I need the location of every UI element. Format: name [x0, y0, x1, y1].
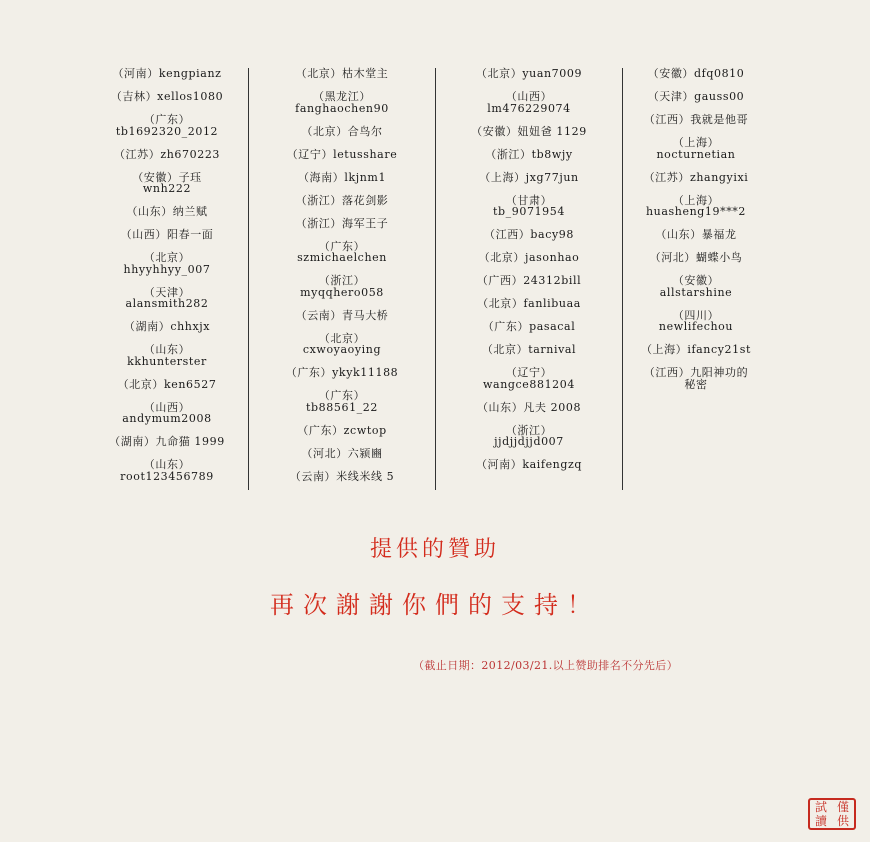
sponsor-entry: [111, 91, 223, 103]
sponsor-entry-line: （北京）fanlibuaa: [477, 297, 581, 310]
sponsor-entry-line: （辽宁）letusshare: [286, 147, 398, 161]
sponsor-entry-line: （黑龙江）: [312, 90, 371, 103]
sponsor-entry-line: （江西）bacy98: [484, 228, 574, 241]
sponsor-entry-line: （浙江）落花剑影: [295, 193, 389, 207]
sponsor-entry: [296, 195, 389, 207]
sponsor-entry: [641, 344, 751, 356]
sponsor-entry-line: （湖南）九命猫 1999: [109, 435, 225, 448]
sponsor-entry: [479, 252, 580, 264]
sponsor-entry: [656, 137, 735, 160]
sponsor-entry-line: （江西）我就是他哥: [643, 113, 749, 126]
sponsor-column-2: [248, 68, 435, 490]
sponsor-entry: [650, 252, 743, 264]
sponsor-entry-line: （广东）pasacal: [482, 320, 576, 333]
sponsor-entry: [646, 195, 746, 218]
sponsor-entry: [477, 275, 581, 287]
sponsor-entry: [493, 195, 565, 218]
sponsor-entry: [301, 126, 382, 138]
sponsor-entry: [644, 172, 749, 184]
sponsor-entry-line: （山东）暴福龙: [655, 228, 737, 241]
sponsor-entry-line: szmichaelchen: [297, 251, 387, 264]
sponsor-entry: [303, 333, 381, 356]
seal-char: 僅: [836, 800, 849, 814]
sponsor-entry-line: root123456789: [120, 469, 214, 483]
sponsor-entry: [287, 149, 398, 161]
sponsor-entry-line: （吉林）xellos1080: [110, 90, 224, 103]
sponsor-entry: [487, 91, 571, 114]
reading-only-seal: [808, 798, 856, 830]
sponsor-entry-line: kkhunterster: [127, 354, 207, 368]
sponsor-entry-line: jjdjjdjjd007: [494, 435, 564, 448]
sponsor-entry-line: tb88561_22: [306, 400, 378, 414]
sponsor-entry-line: （安徽）子珏: [132, 170, 202, 184]
sponsor-entry: [483, 367, 575, 390]
sponsor-entry-line: （广东）: [318, 239, 366, 253]
sponsor-entry: [484, 229, 574, 241]
sponsor-entry: [125, 287, 208, 310]
sponsor-entry: [116, 114, 218, 137]
sponsor-entry-line: （山西）: [143, 400, 191, 414]
sponsor-entry-line: （上海）ifancy21st: [640, 343, 752, 356]
sponsor-entry-line: （北京）jasonhao: [478, 251, 580, 264]
sponsor-entry-line: （浙江）: [505, 423, 553, 437]
sponsor-entry: [660, 275, 733, 298]
sponsor-entry: [296, 310, 389, 322]
sponsor-entry: [306, 390, 378, 413]
sponsor-entry-line: alansmith282: [125, 297, 209, 310]
sponsor-entry-line: （安徽）: [672, 274, 720, 287]
sponsor-entry: [648, 91, 745, 103]
sponsor-entry: [477, 298, 581, 310]
sponsor-entry: [297, 425, 386, 437]
sponsor-entry-line: tb1692320_2012: [115, 124, 219, 138]
sponsor-entry-line: （江苏）zh670223: [113, 147, 221, 161]
sponsor-entry: [644, 114, 748, 126]
sponsor-entry-line: （广东）ykyk11188: [285, 366, 399, 379]
sponsor-entry-line: （北京）yuan7009: [475, 67, 583, 80]
sponsor-entry: [485, 149, 573, 161]
sponsor-column-4: [622, 68, 769, 490]
sponsor-entry: [297, 241, 387, 264]
sponsor-entry: [479, 172, 578, 184]
sponsor-entry-line: （河北）六颍豳: [301, 446, 383, 460]
sponsor-entry-line: （湖南）chhxjx: [123, 320, 211, 333]
sponsor-entry-line: tb_9071954: [493, 205, 565, 218]
sponsor-entry: [476, 459, 582, 471]
sponsor-entry-line: （江西）九阳神功的: [643, 366, 749, 379]
sponsor-entry-line: （云南）米线米线 5: [289, 469, 395, 483]
sponsor-entry-line: wnh222: [142, 182, 192, 195]
sponsor-entry: [471, 126, 587, 138]
sponsor-entry-line: （北京）: [143, 251, 191, 264]
sponsor-column-3: [435, 68, 622, 490]
sponsor-entry: [301, 448, 382, 460]
sponsor-entry: [655, 229, 736, 241]
sponsor-entry-line: cxwoyaoying: [302, 343, 382, 356]
sponsor-column-1: [86, 68, 248, 494]
sponsor-entry: [124, 252, 211, 275]
sponsor-entry: [659, 310, 733, 333]
sponsor-entry-line: （广东）: [143, 113, 191, 126]
sponsor-entry-line: nocturnetian: [656, 147, 736, 161]
sponsor-entry: [120, 459, 214, 482]
sponsor-entry: [298, 172, 386, 184]
sponsor-entry-line: （上海）jxg77jun: [479, 170, 579, 184]
sponsor-entry: [648, 68, 745, 80]
sponsor-entry: [126, 206, 207, 218]
sponsor-entry-line: （江苏）zhangyixi: [643, 170, 749, 184]
sponsor-entry-line: （云南）青马大桥: [295, 308, 389, 322]
sponsor-entry: [114, 149, 220, 161]
sponsor-entry-line: （浙江）海军王子: [295, 216, 389, 230]
sponsor-entry-line: hhyyhhyy_007: [123, 262, 211, 276]
sponsor-entry-line: andymum2008: [122, 412, 212, 425]
sponsor-entry-line: （山东）纳兰赋: [126, 205, 208, 218]
sponsor-entry-line: （山西）阳春一面: [120, 228, 214, 241]
sponsor-entry-line: huasheng19***2: [646, 205, 746, 218]
sponsor-entry: [296, 68, 389, 80]
sponsor-entry-line: （四川）: [672, 308, 720, 322]
sponsor-entry-line: （辽宁）: [505, 366, 553, 379]
sponsor-entry-line: fanghaochen90: [295, 101, 389, 115]
sponsor-entry: [477, 402, 581, 414]
sponsor-entry-line: （山东）凡夫 2008: [476, 400, 582, 414]
sponsor-entry: [122, 402, 211, 425]
sponsor-entry: [290, 471, 395, 483]
deadline-note: （截止日期：2012/03/21.以上赞助排名不分先后）: [413, 659, 679, 672]
sponsor-entry-line: lm476229074: [487, 101, 571, 115]
sponsor-entry-line: （北京）tarnival: [481, 343, 577, 356]
sponsor-entry-line: （河南）kaifengzq: [475, 458, 583, 471]
sponsor-entry: [127, 344, 207, 367]
sponsor-entry-line: （山西）: [505, 90, 553, 103]
sponsor-entry: [124, 321, 210, 333]
sponsor-entry-line: myqqhero058: [300, 285, 384, 299]
sponsor-entry-line: （浙江）tb8wjy: [485, 147, 573, 161]
sponsor-entry-line: （甘肃）: [505, 193, 553, 207]
sponsor-entry-line: （天津）: [143, 285, 191, 299]
sponsor-entry-line: （北京）ken6527: [117, 377, 217, 391]
seal-char: 供: [836, 814, 849, 828]
sponsor-entry-line: （山东）: [143, 343, 191, 356]
sponsor-entry: [644, 367, 748, 390]
sponsor-entry: [296, 218, 389, 230]
sponsor-entry-line: （北京）: [318, 331, 366, 345]
sponsor-entry-line: （北京）枯木堂主: [295, 67, 389, 80]
thanks-heading: 再次謝謝你們的支持！: [270, 591, 600, 619]
sponsor-entry-line: （上海）: [672, 136, 720, 149]
sponsor-entry: [483, 321, 576, 333]
sponsor-entry: [295, 91, 389, 114]
seal-char: 讀: [814, 814, 827, 828]
sponsor-entry-line: （安徽）妞妞爸 1129: [471, 124, 587, 138]
sponsor-heading: 提供的贊助: [369, 537, 500, 562]
sponsor-entry-line: 秘密: [684, 377, 708, 391]
sponsor-entry: [118, 379, 217, 391]
sponsor-entry-line: （上海）: [672, 193, 720, 207]
sponsor-entry: [132, 172, 202, 195]
sponsor-entry-line: allstarshine: [659, 285, 733, 299]
sponsor-entry-line: （安徽）dfq0810: [647, 67, 745, 80]
sponsor-entry: [109, 436, 225, 448]
sponsor-entry: [482, 344, 576, 356]
sponsor-entry-line: （海南）lkjnm1: [297, 170, 387, 184]
sponsor-entry-line: （山东）: [143, 458, 191, 471]
sponsor-entry-line: newlifechou: [658, 320, 734, 333]
sponsor-entry-line: （北京）合鸟尔: [301, 124, 383, 138]
sponsor-entry: [121, 229, 214, 241]
sponsor-entry: [494, 425, 564, 448]
sponsor-entry-line: （天津）gauss00: [647, 90, 745, 103]
sponsor-entry-line: （河北）蝴蝶小鸟: [649, 251, 743, 264]
sponsor-entry-line: （河南）kengpianz: [112, 67, 222, 80]
sponsor-entry-line: wangce881204: [483, 377, 575, 391]
sponsor-entry: [112, 68, 221, 80]
sponsor-entry: [286, 367, 399, 379]
sponsor-entry: [300, 275, 384, 298]
sponsor-list: [86, 68, 769, 494]
sponsor-entry-line: （广东）zcwtop: [297, 423, 387, 437]
sponsor-entry-line: （浙江）: [318, 274, 366, 287]
seal-char: 試: [814, 800, 827, 814]
sponsor-entry: [476, 68, 582, 80]
sponsor-entry-line: （广西）24312bill: [476, 274, 582, 287]
sponsor-entry-line: （广东）: [318, 389, 366, 402]
